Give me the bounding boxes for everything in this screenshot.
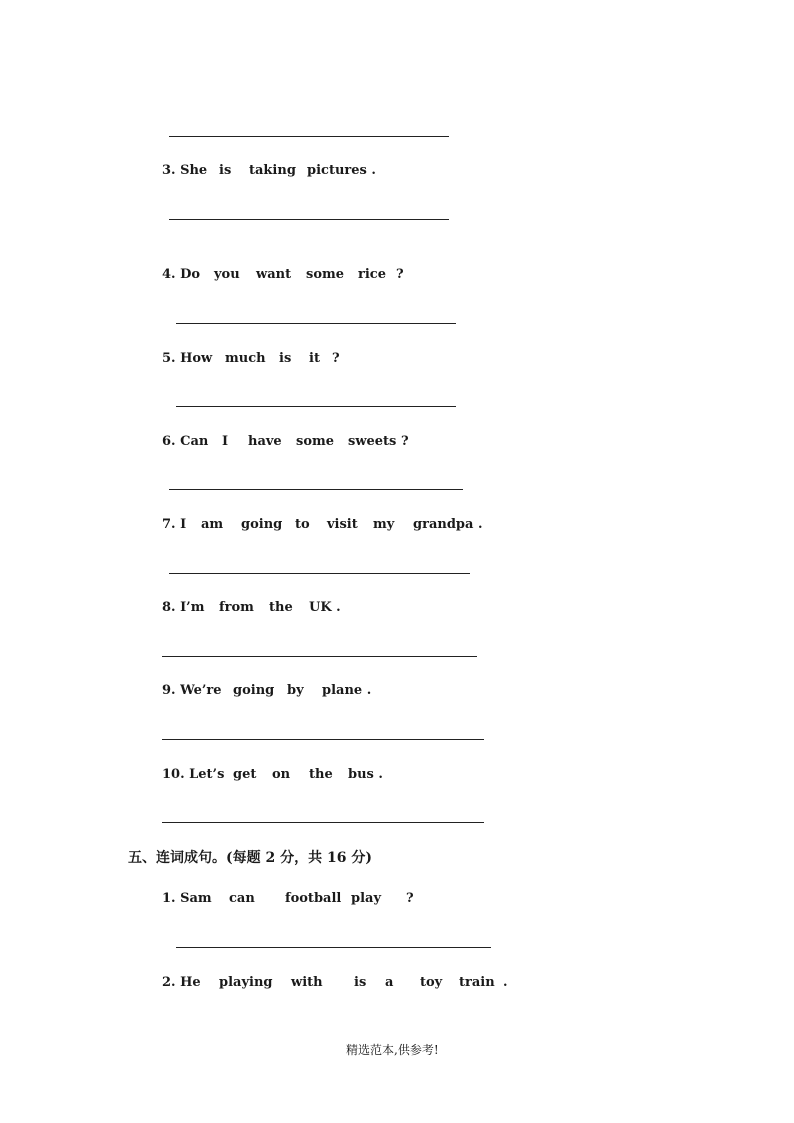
word: is: [354, 975, 367, 990]
word: with: [291, 975, 323, 990]
word: want: [256, 267, 292, 282]
word: 3. She: [162, 163, 208, 178]
answer-line-6[interactable]: [169, 489, 463, 490]
word: .: [503, 975, 508, 990]
word: 7. I: [162, 517, 187, 532]
word: you: [214, 267, 240, 282]
word: 6. Can: [162, 434, 209, 449]
answer-line-7[interactable]: [169, 573, 470, 574]
word: sweets: [348, 434, 397, 449]
word: 8. I’m: [162, 600, 205, 615]
word: football: [285, 891, 342, 906]
word: plane .: [322, 683, 372, 698]
word: is: [279, 351, 292, 366]
word: rice: [358, 267, 386, 282]
word: it: [309, 351, 320, 366]
word: 4. Do: [162, 267, 201, 282]
word: some: [306, 267, 345, 282]
answer-line-10[interactable]: [162, 822, 484, 823]
word: am: [201, 517, 224, 532]
answer-line-2[interactable]: [169, 136, 449, 137]
word: toy: [420, 975, 443, 990]
word: to: [295, 517, 310, 532]
word: from: [219, 600, 254, 615]
page-footer: 精选范本,供参考!: [346, 1043, 439, 1057]
word: grandpa .: [413, 517, 483, 532]
word: I: [222, 434, 229, 449]
word: on: [272, 767, 291, 782]
answer-line-4[interactable]: [176, 323, 456, 324]
word: going: [233, 683, 275, 698]
word: ?: [401, 434, 409, 449]
word: 10. Let’s: [162, 767, 225, 782]
word: going: [241, 517, 283, 532]
answer-line-3[interactable]: [169, 219, 449, 220]
word: ?: [332, 351, 340, 366]
word: get: [233, 767, 257, 782]
word: bus .: [348, 767, 383, 782]
word: by: [287, 683, 304, 698]
word: ?: [396, 267, 404, 282]
answer-line-9[interactable]: [162, 739, 484, 740]
answer-line-s5-1[interactable]: [176, 947, 491, 948]
word: playing: [219, 975, 273, 990]
word: 1. Sam: [162, 891, 212, 906]
word: pictures .: [307, 163, 376, 178]
word: my: [373, 517, 395, 532]
word: ?: [406, 891, 414, 906]
answer-line-8[interactable]: [162, 656, 477, 657]
word: is: [219, 163, 232, 178]
word: 2. He: [162, 975, 201, 990]
word: a: [385, 975, 394, 990]
section-heading: 五、连词成句。(每题 2 分，共 16 分): [128, 850, 372, 866]
word: the: [269, 600, 293, 615]
word: 5. How: [162, 351, 213, 366]
word: train: [459, 975, 495, 990]
word: UK .: [309, 600, 341, 615]
word: have: [248, 434, 282, 449]
answer-line-5[interactable]: [176, 406, 456, 407]
word: 9. We’re: [162, 683, 222, 698]
word: the: [309, 767, 333, 782]
word: some: [296, 434, 335, 449]
word: play: [351, 891, 382, 906]
word: visit: [327, 517, 358, 532]
word: much: [225, 351, 266, 366]
word: taking: [249, 163, 296, 178]
word: can: [229, 891, 255, 906]
